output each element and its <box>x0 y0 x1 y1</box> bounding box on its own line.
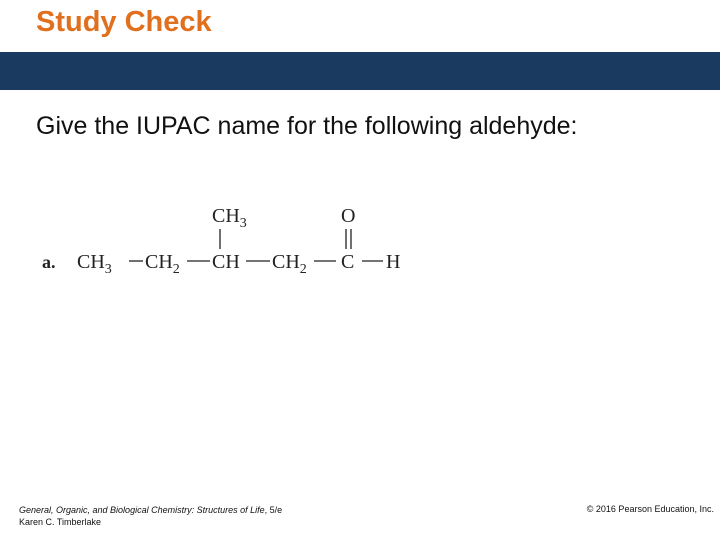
chain-ch2-a: $CH_2$ <box>145 251 180 277</box>
chain-ch3: $CH_3$ <box>77 251 112 277</box>
footer-book-title: General, Organic, and Biological Chemistry: Structures of Life <box>19 505 265 515</box>
slide-title: Study Check <box>36 6 212 38</box>
chain-h: H <box>386 251 401 273</box>
carbonyl-oxygen: O <box>341 205 356 227</box>
footer-edition: , 5/e <box>264 505 283 515</box>
footer-citation <box>19 504 282 528</box>
aldehyde-structure <box>40 200 420 280</box>
footer-copyright: © 2016 Pearson Education, Inc. <box>586 504 714 514</box>
question-prompt: Give the IUPAC name for the following aldehyde: <box>36 112 578 140</box>
chain-ch2-b: $CH_2$ <box>272 251 307 277</box>
part-label: a. <box>42 252 56 272</box>
chain-ch: CH <box>212 251 240 273</box>
substituent-ch3: $CH_3$ <box>212 205 247 231</box>
footer-author: Karen C. Timberlake <box>19 517 102 527</box>
header-band <box>0 52 720 90</box>
chain-carbonyl-c: C <box>341 251 355 273</box>
